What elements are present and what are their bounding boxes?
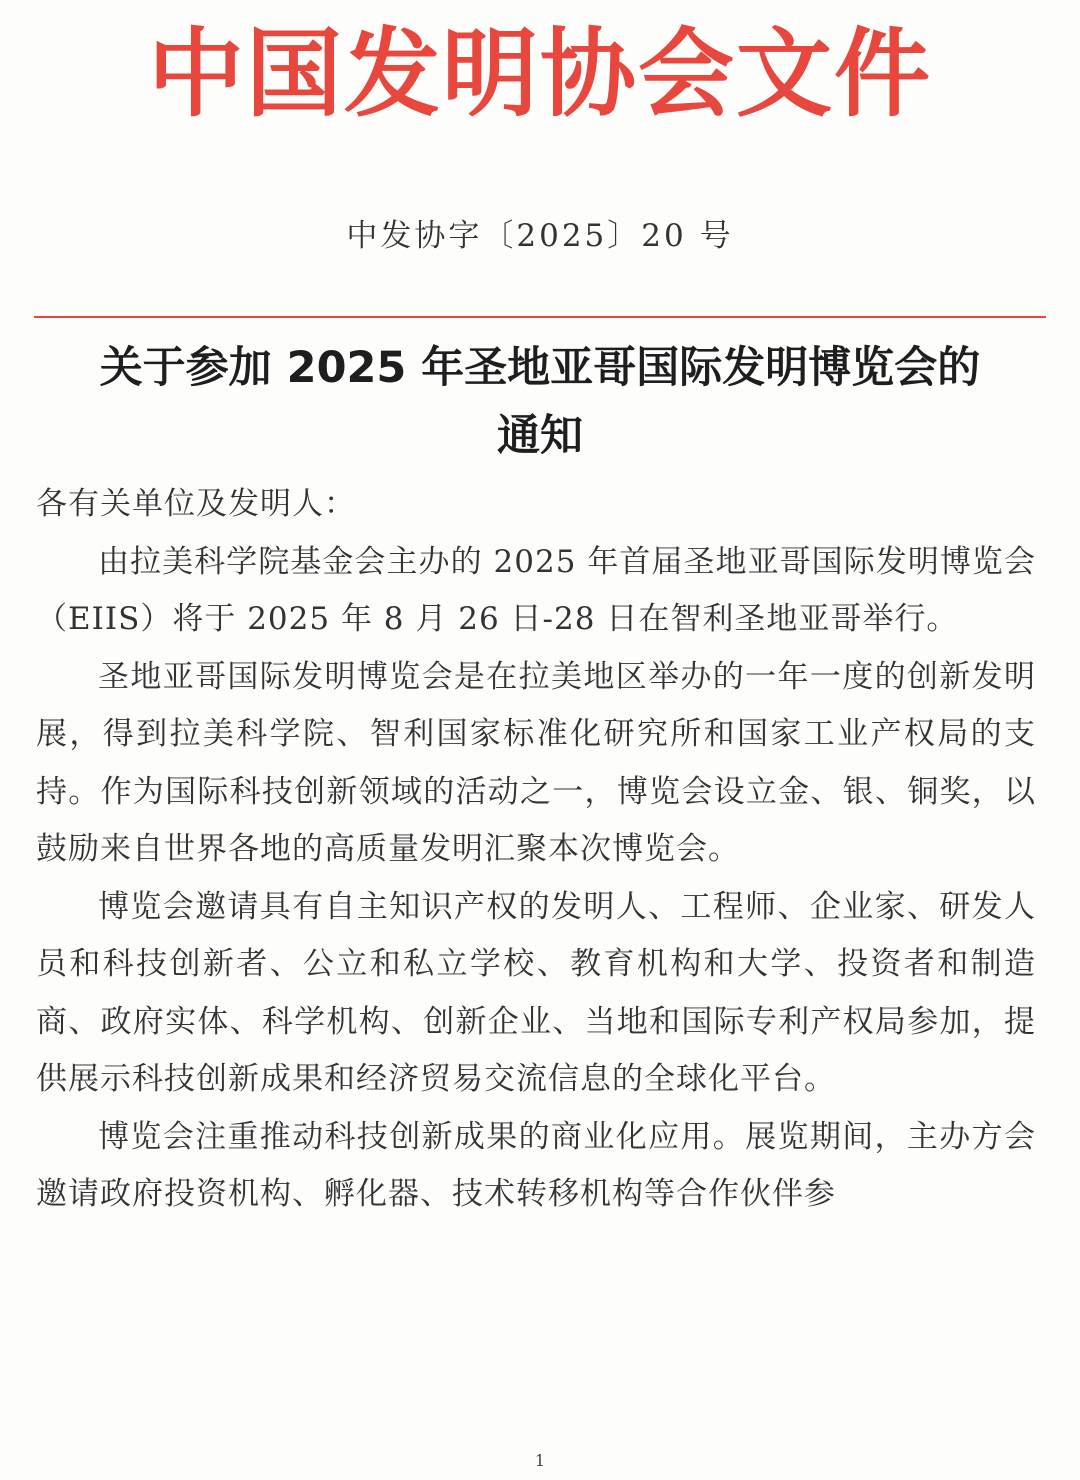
- paragraph-2: 圣地亚哥国际发明博览会是在拉美地区举办的一年一度的创新发明展，得到拉美科学院、智利国家标准化研究所和国家工业产权局的支持。作为国际科技创新领域的活动之一，博览会设立金、银、铜奖，以鼓励来自世界各地的高质量发明汇聚本次博览会。: [36, 658, 1036, 867]
- notice-title: [40, 334, 1040, 470]
- notice-body: [36, 476, 1036, 1224]
- paragraph-4: 博览会注重推动科技创新成果的商业化应用。展览期间，主办方会邀请政府投资机构、孵化器、技术转移机构等合作伙伴参: [36, 1118, 1036, 1212]
- masthead-title: 中国发明协会文件: [148, 18, 932, 130]
- document-number: 中发协字〔2025〕20 号: [346, 218, 734, 254]
- salutation: 各有关单位及发明人：: [36, 486, 356, 522]
- red-divider-line: [34, 316, 1046, 318]
- paragraph-1: 由拉美科学院基金会主办的 2025 年首届圣地亚哥国际发明博览会（EIIS）将于 2025 年 8 月 26 日-28 日在智利圣地亚哥举行。: [36, 543, 1036, 637]
- notice-title-line-1: 关于参加 2025 年圣地亚哥国际发明博览会的: [99, 343, 981, 393]
- notice-title-line-2: 通知: [497, 411, 583, 461]
- paragraph-3: 博览会邀请具有自主知识产权的发明人、工程师、企业家、研发人员和科技创新者、公立和私立学校、教育机构和大学、投资者和制造商、政府实体、科学机构、创新企业、当地和国际专利产权局参加，提供展示科技创新成果和经济贸易交流信息的全球化平台。: [36, 888, 1036, 1097]
- page-number: 1: [534, 1451, 546, 1470]
